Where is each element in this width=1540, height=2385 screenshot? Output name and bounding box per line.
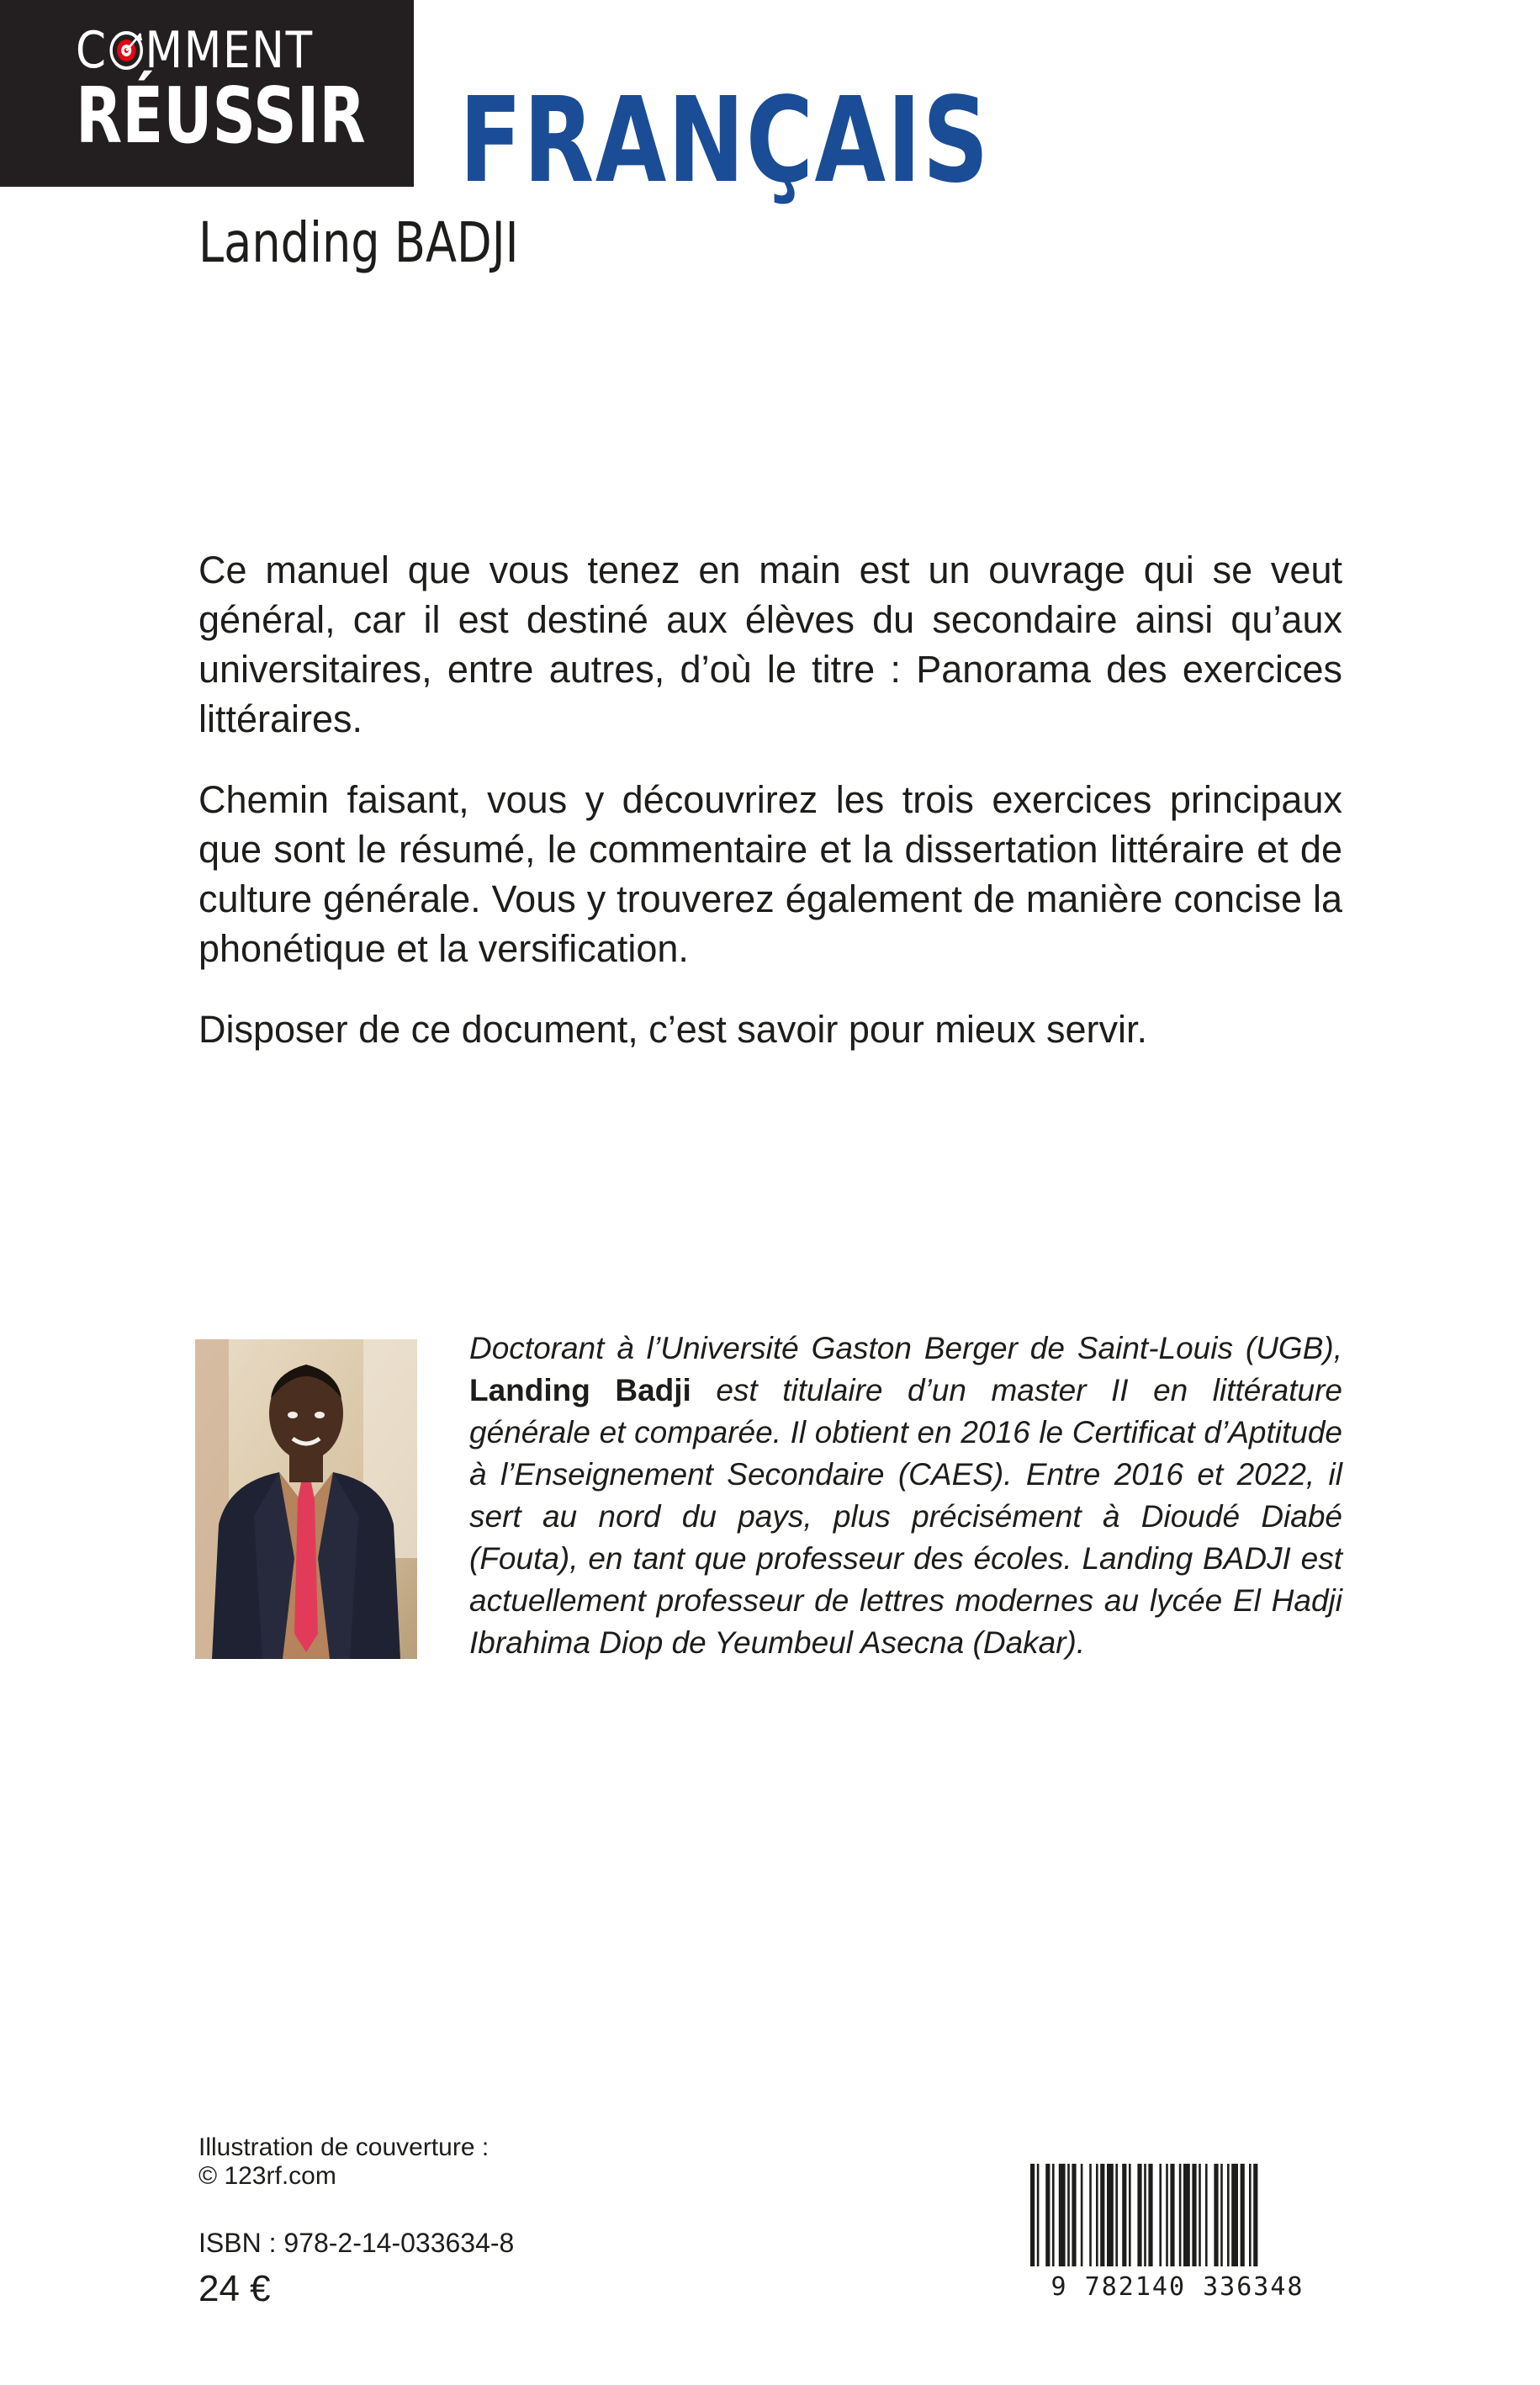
barcode-bar (1179, 2164, 1182, 2266)
target-icon (108, 30, 143, 71)
barcode-bar (1170, 2164, 1174, 2266)
barcode-bar (1059, 2164, 1066, 2266)
isbn: ISBN : 978-2-14-033634-8 (198, 2228, 515, 2258)
barcode-bars (1030, 2164, 1257, 2266)
back-cover-blurb (198, 545, 1342, 1085)
barcode-bar (1220, 2164, 1223, 2266)
barcode-digits: 9 782140 336348 (1050, 2272, 1305, 2298)
bio-intro: Doctorant à l’Université Gaston Berger de Saint-Louis (UGB), (469, 1331, 1342, 1365)
barcode-bar (1227, 2164, 1230, 2266)
series-word-rest: MMENT (145, 21, 314, 80)
series-name-line2: RÉUSSIR (76, 71, 366, 161)
barcode-bar (1148, 2164, 1152, 2266)
barcode-bar (1137, 2164, 1141, 2266)
barcode-bar (1231, 2164, 1238, 2266)
author-photo (195, 1339, 417, 1659)
barcode-bar (1089, 2164, 1092, 2266)
barcode-bar (1159, 2164, 1162, 2266)
series-name-line1 (76, 21, 314, 80)
barcode-bar (1214, 2164, 1218, 2266)
barcode-bar (1096, 2164, 1098, 2266)
barcode-bar (1199, 2164, 1201, 2266)
barcode-bar (1205, 2164, 1208, 2266)
barcode-bar (1166, 2164, 1168, 2266)
book-subject-title: FRANÇAIS (459, 72, 990, 209)
barcode-bar (1072, 2164, 1076, 2266)
barcode-bar (1249, 2164, 1252, 2266)
series-letter-c: C (76, 21, 108, 80)
illustration-credit-label: Illustration de couverture : (198, 2133, 490, 2161)
barcode-bar (1122, 2164, 1126, 2266)
bio-author-name: Landing Badji (469, 1373, 691, 1407)
barcode-bar (1100, 2164, 1104, 2266)
author-bio (469, 1328, 1342, 1664)
barcode-bar (1129, 2164, 1131, 2266)
book-author: Landing BADJI (198, 210, 519, 275)
barcode-bar (1081, 2164, 1083, 2266)
barcode-bar (1052, 2164, 1055, 2266)
barcode-bar (1037, 2164, 1040, 2266)
blurb-paragraph: Disposer de ce document, c’est savoir pour mieux servir. (198, 1008, 1147, 1051)
blurb-paragraph: Ce manuel que vous tenez en main est un ouvrage qui se veut général, car il est destiné aux élèves du secondaire ainsi qu’aux universitaires, entre autres, d’où le titre : Panorama des exercices littéraires. (198, 549, 1342, 740)
barcode (1013, 2164, 1342, 2298)
barcode-bar (1045, 2164, 1050, 2266)
illustration-credit-source: © 123rf.com (198, 2162, 336, 2190)
bio-text: est titulaire d’un master II en littérature générale et comparée. Il obtient en 2016 le Certificat d’Aptitude à l’Enseignement Secondaire (CAES). Entre 2016 et 2022, il sert au nord du pays, plus précisément à Dioudé Diabé (Fouta), en tant que professeur des écoles. Landing BADJI est actuellement professeur de lettres modernes au lycée El Hadji Ibrahima Diop de Yeumbeul Asecna (Dakar). (469, 1373, 1342, 1660)
barcode-bar (1253, 2164, 1257, 2266)
barcode-bar (1192, 2164, 1196, 2266)
barcode-bar (1115, 2164, 1118, 2266)
barcode-bar (1030, 2164, 1035, 2266)
barcode-bar (1241, 2164, 1245, 2266)
blurb-paragraph: Chemin faisant, vous y découvrirez les trois exercices principaux que sont le résumé, le commentaire et la dissertation littéraire et de culture générale. Vous y trouverez également de manière concise la phonétique et la versification. (198, 778, 1342, 970)
barcode-bar (1107, 2164, 1114, 2266)
illustration-credit (198, 2133, 489, 2191)
barcode-bar (1144, 2164, 1146, 2266)
price: 24 € (198, 2268, 271, 2309)
barcode-bar (1183, 2164, 1190, 2266)
barcode-bar (1067, 2164, 1070, 2266)
series-logo-box (0, 0, 414, 187)
